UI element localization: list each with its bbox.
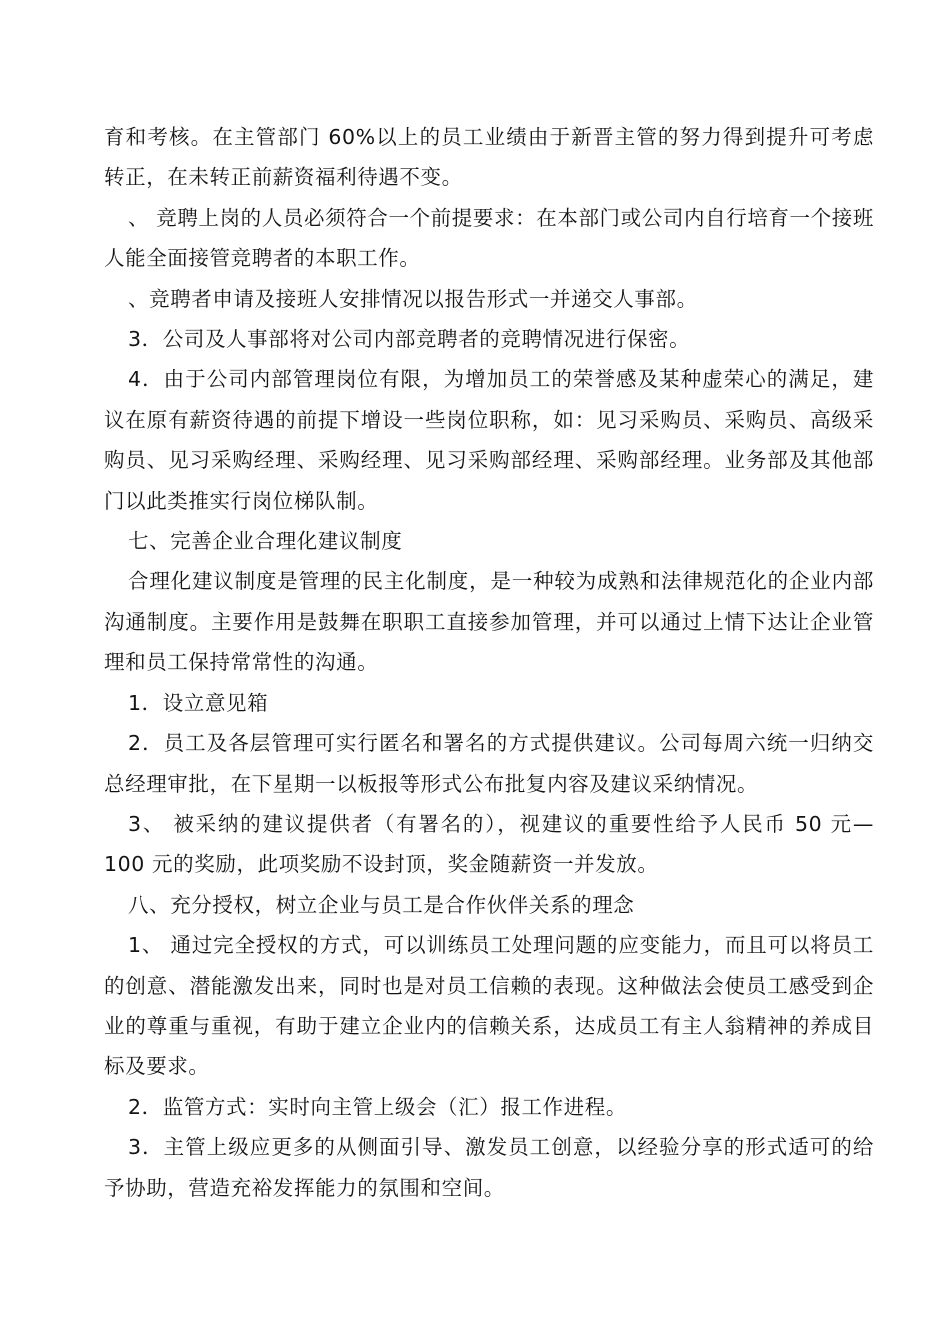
paragraph-supervisor-guidance: 3．主管上级应更多的从侧面引导、激发员工创意，以经验分享的形式适可的给予协助，营造充裕发挥能力的氛围和空间。	[104, 1135, 874, 1200]
paragraph-job-titles: 4．由于公司内部管理岗位有限，为增加员工的荣誉感及某种虚荣心的满足，建议在原有薪资待遇的前提下增设一些岗位职称，如：见习采购员、采购员、高级采购员、见习采购经理、采购经理、见习采购部经理、采购部经理。业务部及其他部门以此类推实行岗位梯队制。	[104, 367, 874, 513]
paragraph-suggestion-rewards: 3、 被采纳的建议提供者（有署名的），视建议的重要性给予人民币 50 元—100 元的奖励，此项奖励不设封顶，奖金随薪资一并发放。	[104, 811, 874, 877]
paragraph-suggestion-system-intro: 合理化建议制度是管理的民主化制度，是一种较为成熟和法律规范化的企业内部沟通制度。主要作用是鼓舞在职职工直接参加管理，并可以通过上情下达让企业管理和员工保持常常性的沟通。	[104, 569, 874, 675]
paragraph-confidentiality: 3．公司及人事部将对公司内部竞聘者的竞聘情况进行保密。	[128, 327, 691, 352]
document-body	[104, 117, 874, 1208]
paragraph-supervision-method: 2．监管方式：实时向主管上级会（汇）报工作进程。	[128, 1094, 627, 1119]
paragraph-performance-continuation: 育和考核。在主管部门 60%以上的员工业绩由于新晋主管的努力得到提升可考虑转正，在未转正前薪资福利待遇不变。	[104, 125, 874, 190]
section-heading-suggestion-system: 七、完善企业合理化建议制度	[128, 529, 403, 554]
paragraph-suggestion-box: 1．设立意见箱	[128, 690, 269, 715]
section-heading-empowerment: 八、充分授权，树立企业与员工是合作伙伴关系的理念	[128, 892, 635, 917]
paragraph-anonymous-suggestions: 2．员工及各层管理可实行匿名和署名的方式提供建议。公司每周六统一归纳交总经理审批，在下星期一以板报等形式公布批复内容及建议采纳情况。	[104, 731, 874, 796]
paragraph-application-report: 、竞聘者申请及接班人安排情况以报告形式一并递交人事部。	[128, 286, 698, 311]
paragraph-full-authorization: 1、 通过完全授权的方式，可以训练员工处理问题的应变能力，而且可以将员工的创意、潜能激发出来，同时也是对员工信赖的表现。这种做法会使员工感受到企业的尊重与重视，有助于建立企业内的信赖关系，达成员工有主人翁精神的养成目标及要求。	[104, 933, 874, 1079]
paragraph-successor-requirement: 、 竞聘上岗的人员必须符合一个前提要求：在本部门或公司内自行培育一个接班人能全面接管竞聘者的本职工作。	[104, 205, 874, 271]
